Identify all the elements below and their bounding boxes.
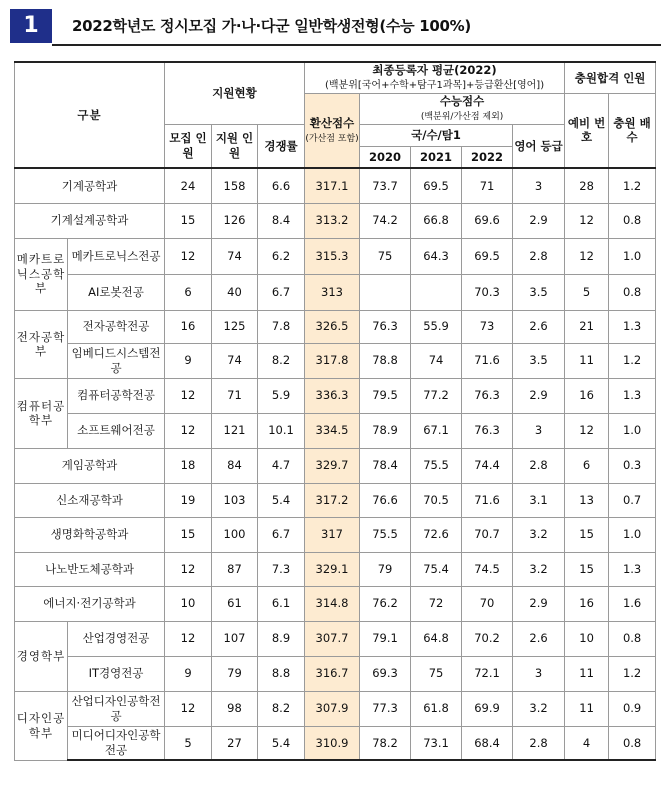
score-cell: 329.1	[305, 552, 360, 586]
y2021-cell: 74	[411, 343, 462, 378]
department-cell: 기계설계공학과	[15, 203, 165, 238]
header-year-2021: 2021	[411, 146, 462, 168]
y2022-cell: 71.6	[462, 343, 513, 378]
table-row	[15, 726, 656, 760]
eng-cell: 2.8	[513, 448, 565, 483]
recruit-cell: 15	[165, 517, 212, 552]
applicants-cell: 107	[212, 621, 258, 656]
ratio-cell: 1.3	[609, 310, 656, 343]
table-body	[15, 168, 656, 760]
eng-cell: 3.5	[513, 343, 565, 378]
y2021-cell: 72.6	[411, 517, 462, 552]
rate-cell: 6.6	[258, 168, 305, 203]
reserve-cell: 10	[565, 621, 609, 656]
department-cell: 기계공학과	[15, 168, 165, 203]
table-row	[15, 310, 656, 343]
table-row	[15, 203, 656, 238]
recruit-cell: 9	[165, 656, 212, 691]
ratio-cell: 0.8	[609, 274, 656, 310]
y2021-cell: 70.5	[411, 483, 462, 517]
y2022-cell: 74.4	[462, 448, 513, 483]
header-english-grade: 영어 등급	[513, 124, 565, 168]
applicants-cell: 61	[212, 586, 258, 621]
department-cell: AI로봇전공	[68, 274, 165, 310]
applicants-cell: 27	[212, 726, 258, 760]
rate-cell: 8.9	[258, 621, 305, 656]
reserve-cell: 11	[565, 656, 609, 691]
section-header	[10, 9, 661, 43]
table-row	[15, 586, 656, 621]
recruit-cell: 12	[165, 378, 212, 413]
table-row	[15, 517, 656, 552]
rate-cell: 7.8	[258, 310, 305, 343]
eng-cell: 2.9	[513, 378, 565, 413]
y2022-cell: 74.5	[462, 552, 513, 586]
department-cell: 컴퓨터공학전공	[68, 378, 165, 413]
department-cell: 임베디드시스템전공	[68, 343, 165, 378]
applicants-cell: 40	[212, 274, 258, 310]
reserve-cell: 16	[565, 378, 609, 413]
y2022-cell: 71.6	[462, 483, 513, 517]
header-competition: 경쟁률	[258, 124, 305, 168]
ratio-cell: 0.3	[609, 448, 656, 483]
applicants-cell: 158	[212, 168, 258, 203]
applicants-cell: 87	[212, 552, 258, 586]
y2020-cell: 75	[360, 238, 411, 274]
header-fill-ratio: 충원 배수	[609, 93, 656, 168]
recruit-cell: 24	[165, 168, 212, 203]
table-row	[15, 378, 656, 413]
department-cell: 신소재공학과	[15, 483, 165, 517]
recruit-cell: 18	[165, 448, 212, 483]
rate-cell: 6.7	[258, 517, 305, 552]
y2022-cell: 69.5	[462, 238, 513, 274]
department-cell: 게임공학과	[15, 448, 165, 483]
ratio-cell: 1.2	[609, 343, 656, 378]
y2021-cell: 55.9	[411, 310, 462, 343]
score-cell: 307.7	[305, 621, 360, 656]
header-additional-pass: 충원합격 인원	[565, 62, 656, 93]
table-row	[15, 621, 656, 656]
eng-cell: 2.8	[513, 238, 565, 274]
header-csat-score-title: 수능점수	[439, 93, 485, 108]
group-cell: 디자인공학부	[15, 691, 68, 760]
ratio-cell: 1.0	[609, 413, 656, 448]
reserve-cell: 6	[565, 448, 609, 483]
ratio-cell: 1.3	[609, 552, 656, 586]
header-applicants: 지원 인원	[212, 124, 258, 168]
header-csat-score	[360, 93, 565, 124]
applicants-cell: 74	[212, 343, 258, 378]
header-recruit: 모집 인원	[165, 124, 212, 168]
eng-cell: 3	[513, 413, 565, 448]
ratio-cell: 1.2	[609, 656, 656, 691]
reserve-cell: 5	[565, 274, 609, 310]
recruit-cell: 16	[165, 310, 212, 343]
reserve-cell: 12	[565, 203, 609, 238]
y2020-cell: 76.3	[360, 310, 411, 343]
score-cell: 310.9	[305, 726, 360, 760]
rate-cell: 6.2	[258, 238, 305, 274]
y2021-cell: 66.8	[411, 203, 462, 238]
ratio-cell: 0.7	[609, 483, 656, 517]
ratio-cell: 0.8	[609, 726, 656, 760]
applicants-cell: 100	[212, 517, 258, 552]
score-cell: 326.5	[305, 310, 360, 343]
header-reserve-number: 예비 번호	[565, 93, 609, 168]
y2020-cell: 76.2	[360, 586, 411, 621]
score-cell: 307.9	[305, 691, 360, 726]
rate-cell: 10.1	[258, 413, 305, 448]
y2020-cell: 74.2	[360, 203, 411, 238]
eng-cell: 3	[513, 168, 565, 203]
header-kms: 국/수/탐1	[360, 124, 513, 146]
header-year-2020: 2020	[360, 146, 411, 168]
recruit-cell: 19	[165, 483, 212, 517]
score-cell: 314.8	[305, 586, 360, 621]
y2020-cell: 78.8	[360, 343, 411, 378]
y2021-cell: 64.3	[411, 238, 462, 274]
reserve-cell: 4	[565, 726, 609, 760]
y2020-cell: 79.1	[360, 621, 411, 656]
rate-cell: 8.4	[258, 203, 305, 238]
applicants-cell: 79	[212, 656, 258, 691]
department-cell: 메카트로닉스전공	[68, 238, 165, 274]
score-cell: 334.5	[305, 413, 360, 448]
y2020-cell	[360, 274, 411, 310]
y2022-cell: 70.2	[462, 621, 513, 656]
y2020-cell: 77.3	[360, 691, 411, 726]
department-cell: 산업디자인공학전공	[68, 691, 165, 726]
table-row	[15, 238, 656, 274]
admission-results-table	[14, 61, 656, 761]
applicants-cell: 84	[212, 448, 258, 483]
y2021-cell: 75.4	[411, 552, 462, 586]
y2020-cell: 69.3	[360, 656, 411, 691]
reserve-cell: 11	[565, 343, 609, 378]
recruit-cell: 9	[165, 343, 212, 378]
y2020-cell: 79	[360, 552, 411, 586]
reserve-cell: 15	[565, 552, 609, 586]
y2020-cell: 79.5	[360, 378, 411, 413]
y2022-cell: 69.6	[462, 203, 513, 238]
ratio-cell: 0.8	[609, 621, 656, 656]
table-row	[15, 274, 656, 310]
rate-cell: 4.7	[258, 448, 305, 483]
group-cell: 전자공학부	[15, 310, 68, 378]
department-cell: 에너지·전기공학과	[15, 586, 165, 621]
department-cell: 생명화학공학과	[15, 517, 165, 552]
y2022-cell: 76.3	[462, 413, 513, 448]
y2020-cell: 78.2	[360, 726, 411, 760]
y2020-cell: 78.4	[360, 448, 411, 483]
rate-cell: 8.8	[258, 656, 305, 691]
eng-cell: 3.2	[513, 691, 565, 726]
group-cell: 메카트로닉스공학부	[15, 238, 68, 310]
y2022-cell: 69.9	[462, 691, 513, 726]
y2022-cell: 68.4	[462, 726, 513, 760]
reserve-cell: 13	[565, 483, 609, 517]
recruit-cell: 12	[165, 552, 212, 586]
reserve-cell: 28	[565, 168, 609, 203]
section-number: 1	[10, 9, 52, 43]
group-cell: 컴퓨터공학부	[15, 378, 68, 448]
table-row	[15, 656, 656, 691]
applicants-cell: 121	[212, 413, 258, 448]
reserve-cell: 11	[565, 691, 609, 726]
header-final-average-sub: (백분위[국어+수학+탐구1과목]+등급환산[영어])	[324, 80, 545, 92]
y2022-cell: 73	[462, 310, 513, 343]
table-row	[15, 448, 656, 483]
header-converted-score	[305, 93, 360, 168]
y2021-cell: 69.5	[411, 168, 462, 203]
y2021-cell: 61.8	[411, 691, 462, 726]
table-row	[15, 168, 656, 203]
department-cell: 전자공학전공	[68, 310, 165, 343]
applicants-cell: 125	[212, 310, 258, 343]
y2021-cell: 75	[411, 656, 462, 691]
applicants-cell: 98	[212, 691, 258, 726]
applicants-cell: 74	[212, 238, 258, 274]
applicants-cell: 103	[212, 483, 258, 517]
score-cell: 317.2	[305, 483, 360, 517]
score-cell: 329.7	[305, 448, 360, 483]
department-cell: 소프트웨어전공	[68, 413, 165, 448]
y2020-cell: 73.7	[360, 168, 411, 203]
eng-cell: 2.8	[513, 726, 565, 760]
y2021-cell: 77.2	[411, 378, 462, 413]
recruit-cell: 6	[165, 274, 212, 310]
y2022-cell: 70.7	[462, 517, 513, 552]
reserve-cell: 12	[565, 238, 609, 274]
rate-cell: 8.2	[258, 343, 305, 378]
department-cell: 산업경영전공	[68, 621, 165, 656]
reserve-cell: 21	[565, 310, 609, 343]
eng-cell: 2.9	[513, 586, 565, 621]
y2022-cell: 70.3	[462, 274, 513, 310]
score-cell: 317.8	[305, 343, 360, 378]
table-row	[15, 343, 656, 378]
rate-cell: 6.7	[258, 274, 305, 310]
reserve-cell: 16	[565, 586, 609, 621]
y2020-cell: 75.5	[360, 517, 411, 552]
table-row	[15, 413, 656, 448]
header-converted-score-sub: (가산점 포함)	[305, 134, 359, 144]
reserve-cell: 12	[565, 413, 609, 448]
applicants-cell: 71	[212, 378, 258, 413]
ratio-cell: 1.0	[609, 238, 656, 274]
rate-cell: 6.1	[258, 586, 305, 621]
y2021-cell: 64.8	[411, 621, 462, 656]
eng-cell: 3.2	[513, 517, 565, 552]
y2021-cell: 75.5	[411, 448, 462, 483]
eng-cell: 3.5	[513, 274, 565, 310]
header-year-2022: 2022	[462, 146, 513, 168]
header-category: 구분	[15, 62, 165, 168]
group-cell: 경영학부	[15, 621, 68, 691]
header-converted-score-title: 환산점수	[309, 115, 355, 130]
score-cell: 317.1	[305, 168, 360, 203]
department-cell: 미디어디자인공학전공	[68, 726, 165, 760]
y2020-cell: 78.9	[360, 413, 411, 448]
title-underline	[52, 44, 661, 46]
recruit-cell: 12	[165, 238, 212, 274]
rate-cell: 7.3	[258, 552, 305, 586]
header-csat-score-sub: (백분위/가산점 제외)	[420, 112, 504, 123]
department-cell: IT경영전공	[68, 656, 165, 691]
header-final-average	[305, 62, 565, 93]
y2022-cell: 71	[462, 168, 513, 203]
eng-cell: 3.1	[513, 483, 565, 517]
eng-cell: 3.2	[513, 552, 565, 586]
section-title: 2022학년도 정시모집 가·나·다군 일반학생전형(수능 100%)	[72, 17, 471, 35]
ratio-cell: 0.8	[609, 203, 656, 238]
ratio-cell: 1.2	[609, 168, 656, 203]
eng-cell: 2.9	[513, 203, 565, 238]
rate-cell: 5.4	[258, 483, 305, 517]
rate-cell: 5.4	[258, 726, 305, 760]
y2021-cell	[411, 274, 462, 310]
score-cell: 313	[305, 274, 360, 310]
department-cell: 나노반도체공학과	[15, 552, 165, 586]
table-row	[15, 552, 656, 586]
recruit-cell: 5	[165, 726, 212, 760]
score-cell: 313.2	[305, 203, 360, 238]
table-row	[15, 691, 656, 726]
rate-cell: 5.9	[258, 378, 305, 413]
recruit-cell: 10	[165, 586, 212, 621]
ratio-cell: 1.6	[609, 586, 656, 621]
recruit-cell: 12	[165, 691, 212, 726]
applicants-cell: 126	[212, 203, 258, 238]
ratio-cell: 0.9	[609, 691, 656, 726]
header-applicant-status: 지원현황	[165, 62, 305, 124]
reserve-cell: 15	[565, 517, 609, 552]
recruit-cell: 12	[165, 413, 212, 448]
eng-cell: 2.6	[513, 310, 565, 343]
rate-cell: 8.2	[258, 691, 305, 726]
y2020-cell: 76.6	[360, 483, 411, 517]
ratio-cell: 1.3	[609, 378, 656, 413]
y2022-cell: 72.1	[462, 656, 513, 691]
score-cell: 336.3	[305, 378, 360, 413]
header-final-average-title: 최종등록자 평균(2022)	[372, 63, 497, 77]
y2021-cell: 72	[411, 586, 462, 621]
recruit-cell: 15	[165, 203, 212, 238]
score-cell: 315.3	[305, 238, 360, 274]
eng-cell: 3	[513, 656, 565, 691]
y2022-cell: 70	[462, 586, 513, 621]
score-cell: 317	[305, 517, 360, 552]
recruit-cell: 12	[165, 621, 212, 656]
y2022-cell: 76.3	[462, 378, 513, 413]
table-row	[15, 483, 656, 517]
y2021-cell: 67.1	[411, 413, 462, 448]
ratio-cell: 1.0	[609, 517, 656, 552]
eng-cell: 2.6	[513, 621, 565, 656]
y2021-cell: 73.1	[411, 726, 462, 760]
score-cell: 316.7	[305, 656, 360, 691]
